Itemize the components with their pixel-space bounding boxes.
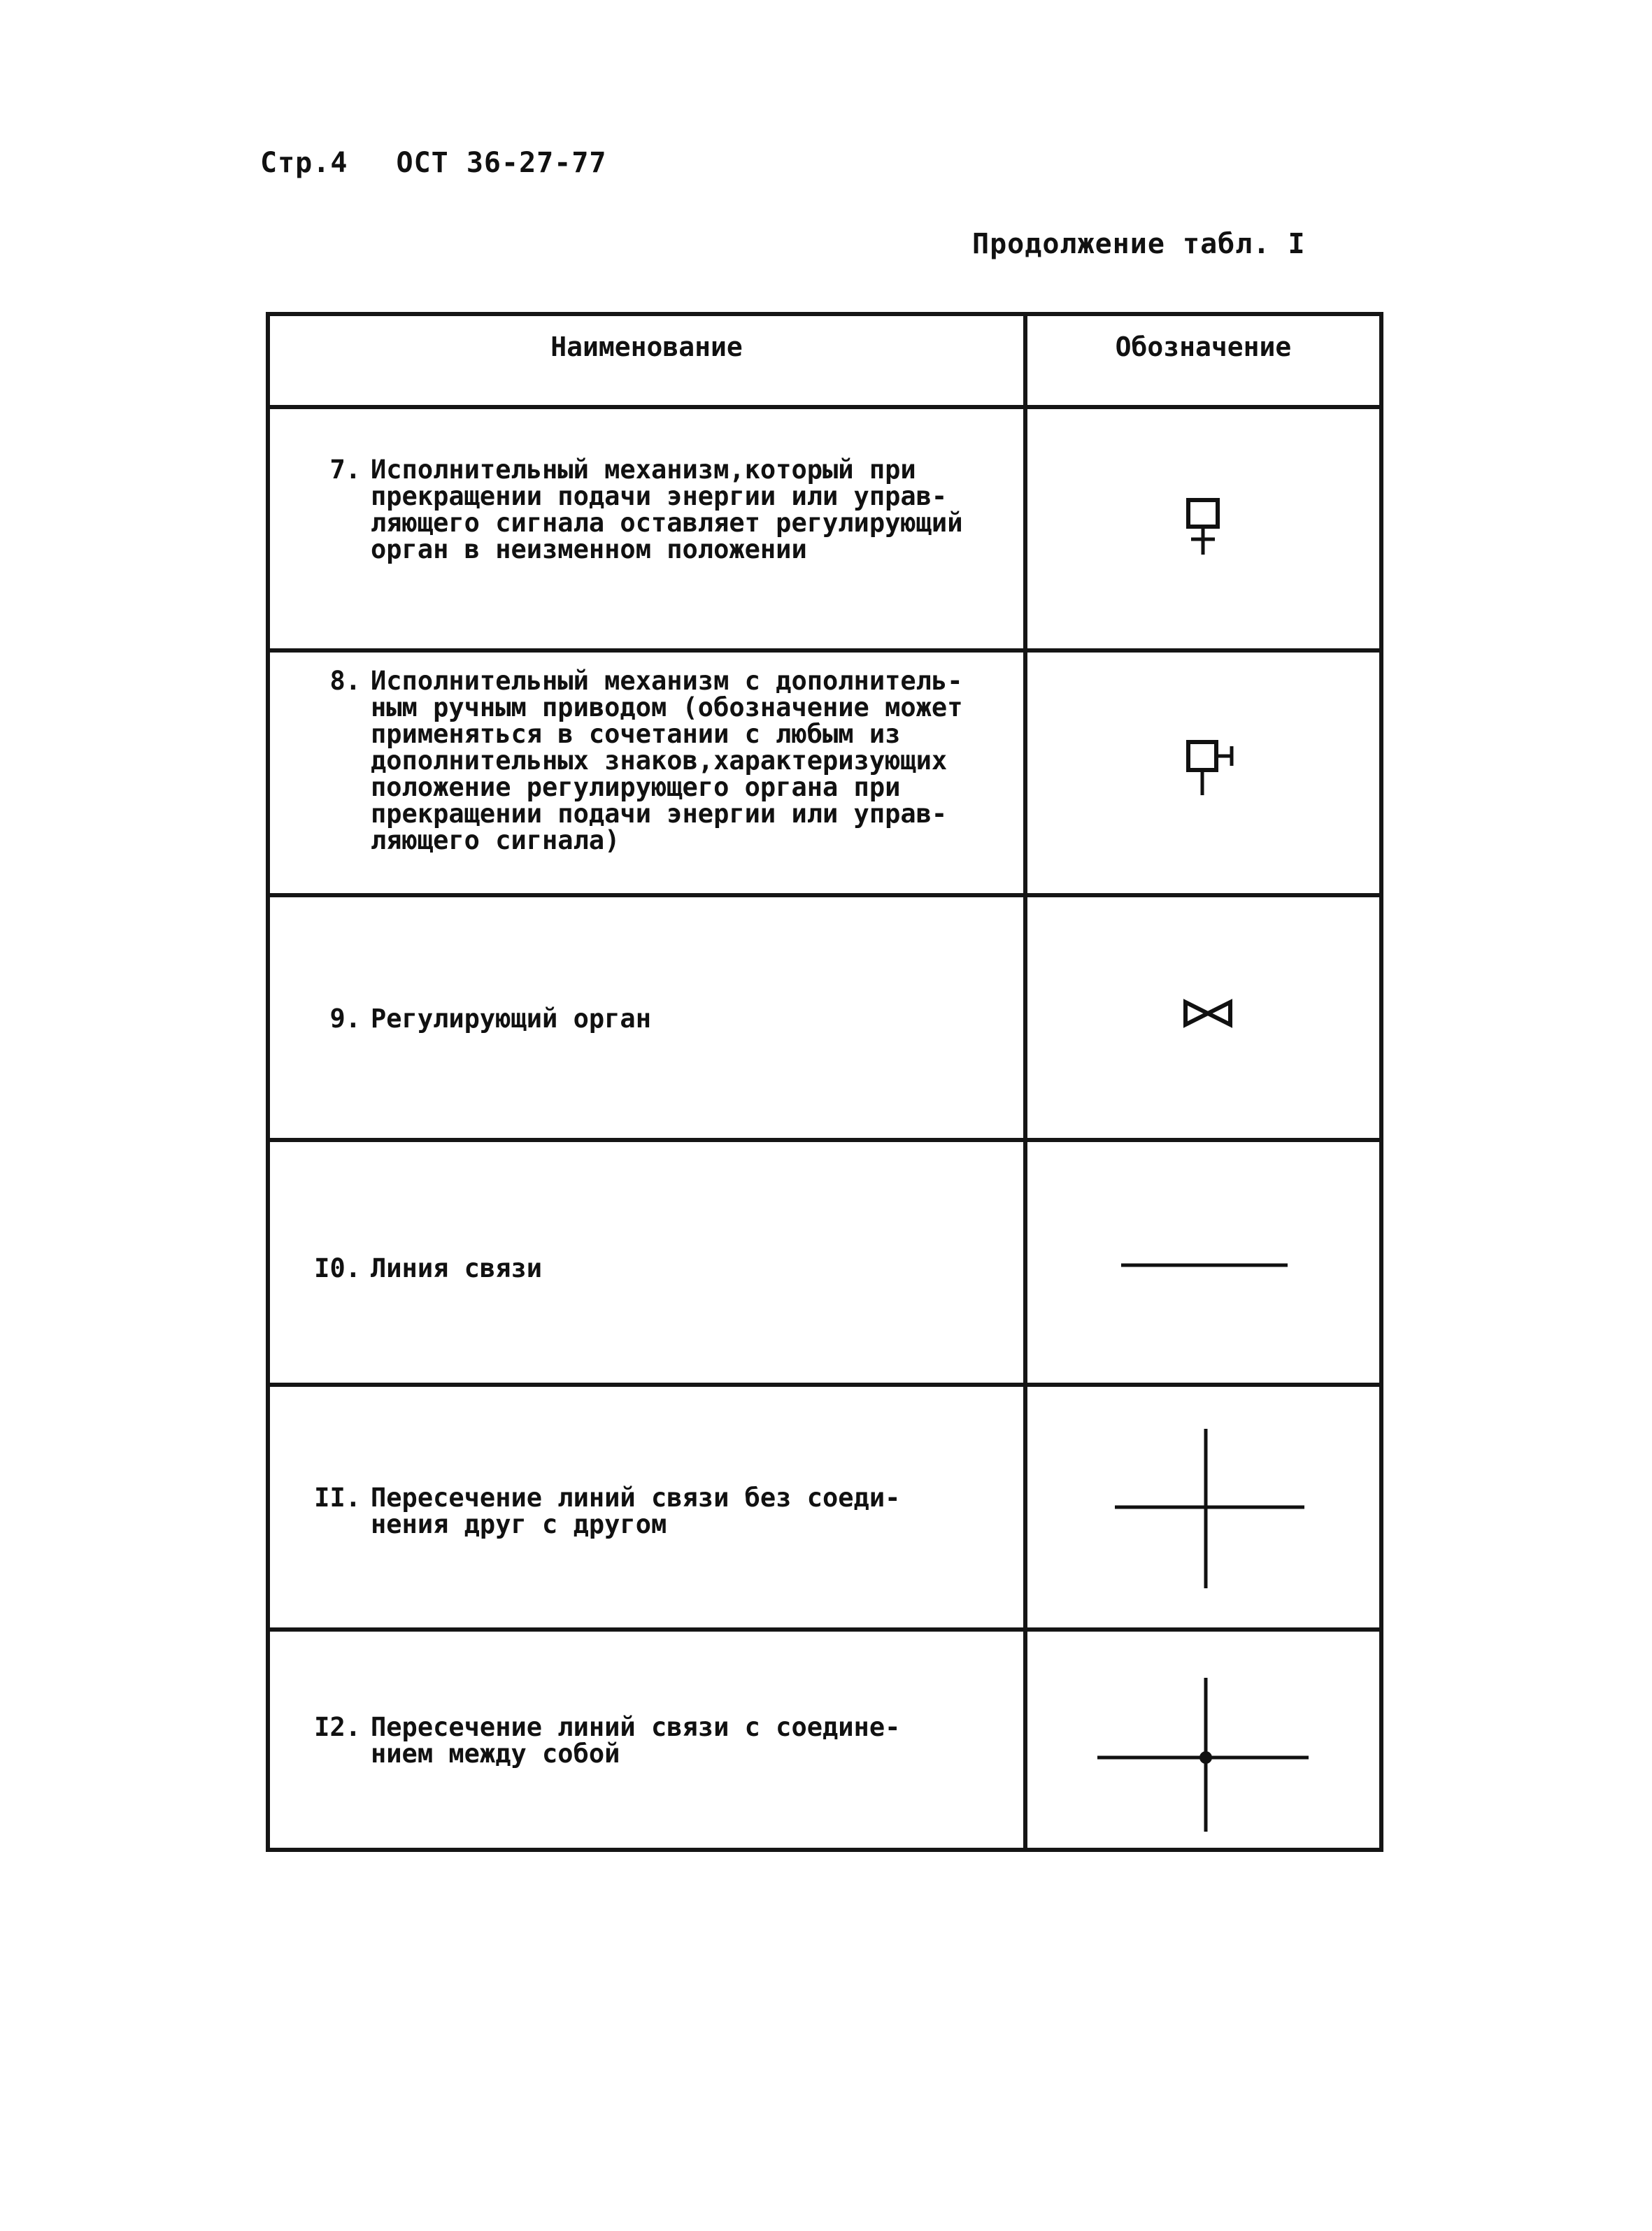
table-row xyxy=(270,1142,1379,1387)
table-row xyxy=(270,409,1379,653)
table-row xyxy=(270,653,1379,897)
page-header xyxy=(260,147,638,179)
item-text: Пересечение линий связи с соедине- нием между собой xyxy=(371,1712,901,1769)
actuator-fixed-position-symbol xyxy=(1027,409,1379,648)
list-item xyxy=(304,668,995,854)
header-cell-symbol xyxy=(1027,316,1379,405)
list-item xyxy=(304,1714,995,1767)
item-number: 7. xyxy=(329,455,361,485)
name-cell xyxy=(270,1387,1027,1627)
item-number: I0. xyxy=(314,1253,361,1283)
list-item xyxy=(304,1006,995,1032)
name-cell xyxy=(270,409,1027,648)
list-item xyxy=(304,1485,995,1538)
page-label: Стр.4 xyxy=(260,147,348,179)
table-row xyxy=(270,1387,1379,1632)
table-row xyxy=(270,897,1379,1142)
symbol-cell xyxy=(1027,653,1379,893)
column-header-symbol: Обозначение xyxy=(1115,332,1292,362)
item-number: II. xyxy=(314,1483,361,1513)
item-text: Исполнительный механизм с дополнитель- ным ручным приводом (обозначение может применяться в сочетании с любым из дополнительных знаков,характеризующих положение регулирующего органа при прекращении подачи энергии или управ- ляющего сигнала) xyxy=(371,666,963,855)
connection-line-symbol xyxy=(1027,1142,1379,1383)
symbol-cell xyxy=(1027,1632,1379,1852)
name-cell xyxy=(270,1142,1027,1383)
column-header-name: Наименование xyxy=(550,332,743,362)
item-number: I2. xyxy=(314,1712,361,1742)
item-number: 8. xyxy=(329,666,361,696)
item-number: 9. xyxy=(329,1004,361,1034)
list-item xyxy=(304,457,995,563)
table-row xyxy=(270,1632,1379,1852)
control-valve-symbol xyxy=(1027,897,1379,1138)
item-text: Пересечение линий связи без соеди- нения друг с другом xyxy=(371,1483,901,1539)
document-code: ОСТ 36-27-77 xyxy=(396,147,607,179)
list-item xyxy=(304,1255,995,1282)
item-text: Линия связи xyxy=(371,1253,543,1283)
symbol-cell xyxy=(1027,897,1379,1138)
item-text: Регулирующий орган xyxy=(371,1004,651,1034)
lines-joined-symbol xyxy=(1027,1632,1379,1852)
header-cell-name xyxy=(270,316,1027,405)
name-cell xyxy=(270,1632,1027,1852)
symbol-cell xyxy=(1027,1142,1379,1383)
symbols-table xyxy=(266,312,1383,1852)
symbol-cell xyxy=(1027,409,1379,648)
name-cell xyxy=(270,897,1027,1138)
table-caption: Продолжение табл. I xyxy=(972,228,1306,260)
actuator-manual-drive-symbol xyxy=(1027,653,1379,893)
name-cell xyxy=(270,653,1027,893)
table-header-row xyxy=(270,316,1379,409)
lines-crossing-symbol xyxy=(1027,1387,1379,1627)
symbol-cell xyxy=(1027,1387,1379,1627)
item-text: Исполнительный механизм,который при прекращении подачи энергии или управ- ляющего сигнала оставляет регулирующий орган в неизменном положении xyxy=(371,455,963,564)
